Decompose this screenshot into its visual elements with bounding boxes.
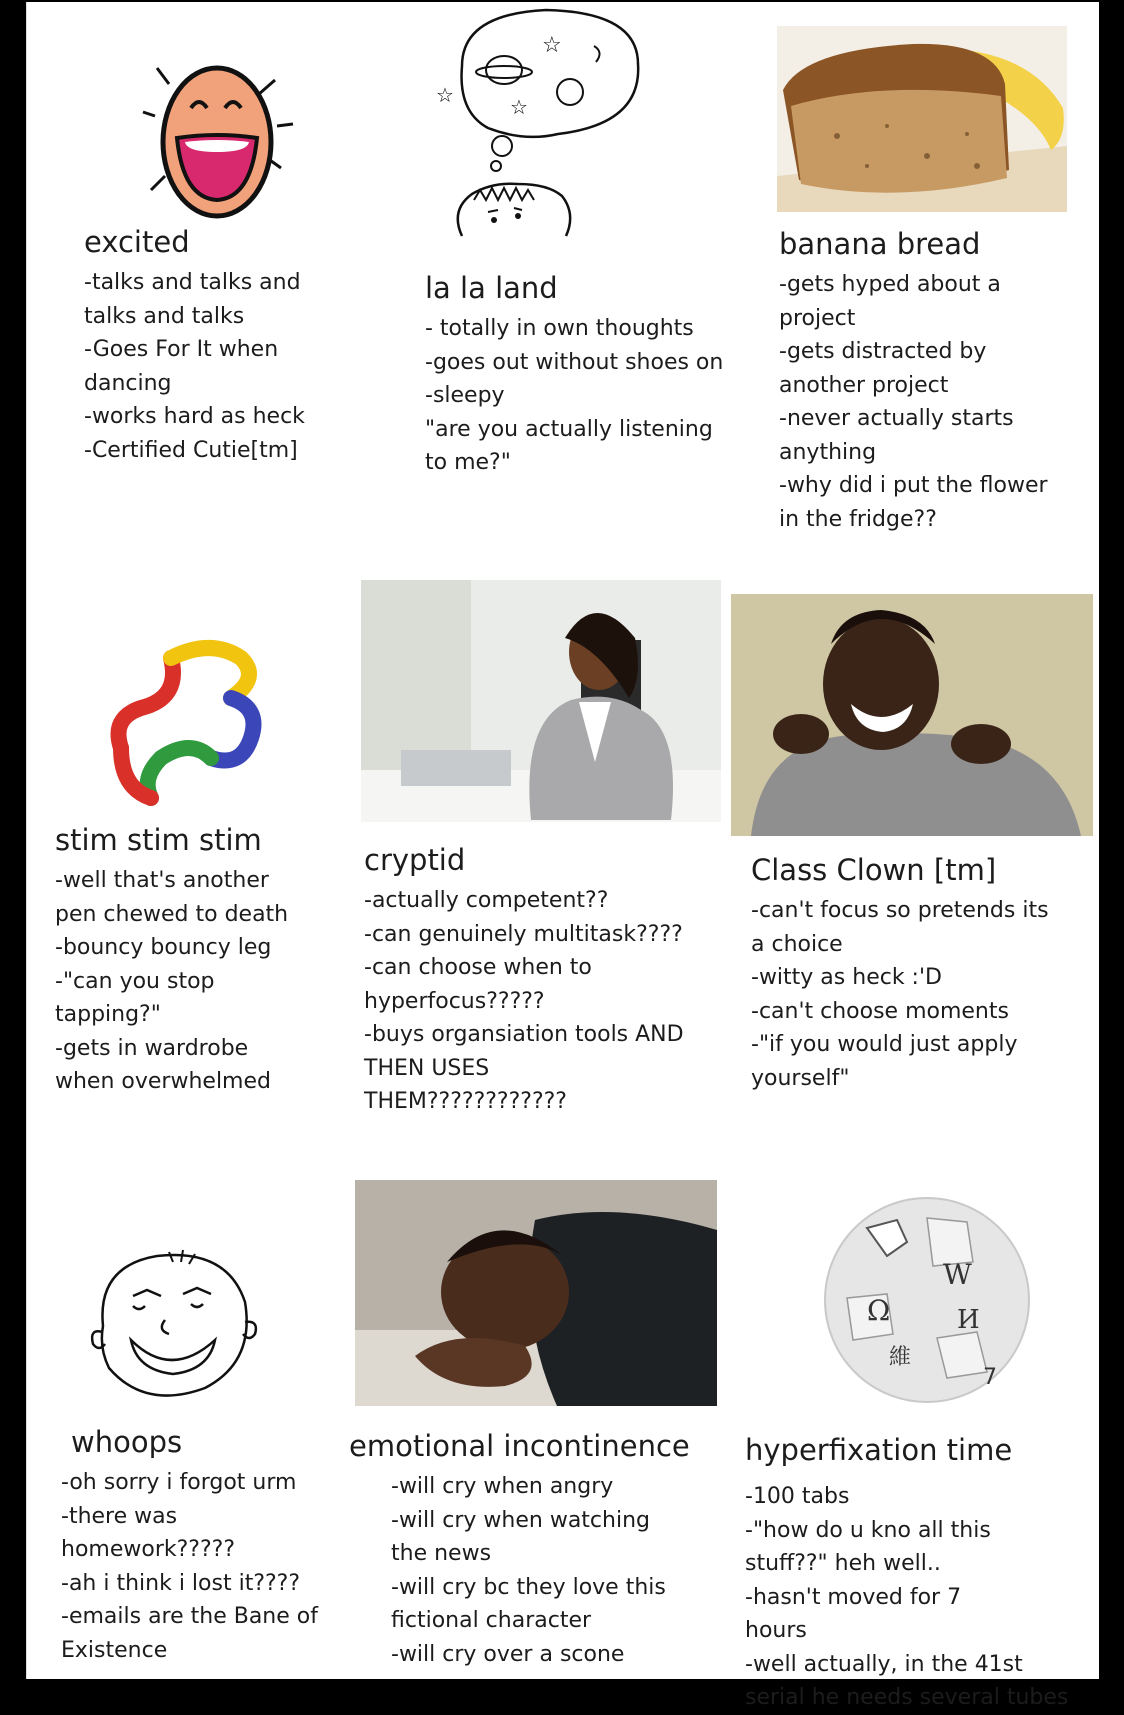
globe-letter: Ω xyxy=(867,1294,891,1327)
card-line: -100 tabs xyxy=(745,1484,850,1509)
card-title: la la land xyxy=(425,271,558,305)
card-line: project xyxy=(779,305,856,331)
card-line: -Certified Cutie[tm] xyxy=(84,437,298,463)
card-line: -buys organsiation tools AND xyxy=(364,1022,684,1047)
card-line: pen chewed to death xyxy=(55,901,289,927)
card-title: cryptid xyxy=(364,843,466,877)
card-line: -well actually, in the 41st xyxy=(745,1651,1023,1677)
card-stim xyxy=(55,822,325,1099)
meme-sheet xyxy=(26,2,1099,1710)
card-whoops xyxy=(61,1424,351,1667)
card-line: in the fridge?? xyxy=(779,506,937,532)
laughing-boy-photo xyxy=(731,594,1093,836)
card-title: excited xyxy=(84,225,190,259)
card-line: -goes out without shoes on xyxy=(425,349,724,375)
card-line: -can't choose moments xyxy=(751,998,1009,1024)
card-line: the news xyxy=(391,1541,492,1566)
card-line: -"can you stop xyxy=(55,968,215,994)
card-line: -Goes For It when xyxy=(84,337,279,362)
card-line: to me?" xyxy=(425,450,511,475)
card-line: THEM???????????? xyxy=(364,1089,567,1114)
wikipedia-globe-logo xyxy=(807,1188,1049,1408)
card-line: tapping?" xyxy=(55,1002,161,1027)
card-line: -there was xyxy=(61,1503,178,1529)
card-line: hours xyxy=(745,1618,807,1643)
office-woman-photo xyxy=(361,580,721,822)
sheepish-face-drawing xyxy=(73,1236,273,1406)
card-line: -talks and talks and xyxy=(84,270,301,295)
card-line: -ah i think i lost it???? xyxy=(61,1570,301,1596)
card-line: when overwhelmed xyxy=(55,1069,271,1094)
card-line: -will cry bc they love this xyxy=(391,1574,666,1600)
card-title: stim stim stim xyxy=(55,823,262,857)
card-line: stuff??" heh well.. xyxy=(745,1551,941,1576)
svg-text:☆: ☆ xyxy=(436,83,454,107)
card-line: -"if you would just apply xyxy=(751,1032,1018,1057)
card-line: -will cry when watching xyxy=(391,1507,650,1533)
daydream-drawing xyxy=(422,6,662,261)
card-line: -oh sorry i forgot urm xyxy=(61,1470,297,1495)
globe-letter: 維 xyxy=(889,1345,912,1370)
card-line: -why did i put the flower xyxy=(779,473,1048,498)
card-line: Existence xyxy=(61,1637,168,1663)
excited-face-drawing xyxy=(107,50,327,220)
card-la-la-land xyxy=(425,270,735,480)
card-line: -works hard as heck xyxy=(84,404,305,429)
card-hyperfixation xyxy=(745,1432,1085,1715)
card-line: -witty as heck :'D xyxy=(751,965,942,990)
card-line: -can genuinely multitask???? xyxy=(364,921,683,947)
card-excited xyxy=(84,224,344,467)
card-class-clown xyxy=(751,852,1091,1095)
globe-letter: W xyxy=(943,1258,972,1291)
card-line: -well that's another xyxy=(55,868,269,893)
card-title: whoops xyxy=(71,1425,183,1459)
card-line: "are you actually listening xyxy=(425,416,713,442)
card-line: -hasn't moved for 7 xyxy=(745,1584,962,1610)
card-emotional-incontinence xyxy=(349,1428,709,1671)
card-line: talks and talks xyxy=(84,303,245,329)
card-line: -will cry over a scone xyxy=(391,1641,625,1667)
globe-letter: 7 xyxy=(983,1365,997,1390)
card-title: emotional incontinence xyxy=(349,1429,690,1463)
card-line: anything xyxy=(779,439,877,465)
card-line: -bouncy bouncy leg xyxy=(55,935,272,960)
card-line: homework????? xyxy=(61,1537,235,1562)
card-line: -gets in wardrobe xyxy=(55,1035,249,1061)
card-line: -emails are the Bane of xyxy=(61,1604,318,1629)
card-line: -sleepy xyxy=(425,383,505,408)
svg-text:☆: ☆ xyxy=(542,33,562,58)
card-line: -can't focus so pretends its xyxy=(751,898,1049,923)
card-cryptid xyxy=(364,842,704,1119)
card-line: -gets distracted by xyxy=(779,339,987,364)
card-line: -"how do u kno all this xyxy=(745,1517,991,1543)
card-line: -can choose when to xyxy=(364,955,592,980)
card-line: serial he needs several tubes xyxy=(745,1685,1069,1710)
crying-man-photo xyxy=(355,1180,717,1406)
card-line: another project xyxy=(779,372,949,398)
card-line: fictional character xyxy=(391,1608,592,1633)
card-line: dancing xyxy=(84,370,172,396)
card-line: -will cry when angry xyxy=(391,1474,614,1499)
card-line: hyperfocus????? xyxy=(364,988,545,1014)
card-line: -gets hyped about a xyxy=(779,272,1001,297)
tangle-fidget-toy xyxy=(91,628,291,808)
card-banana-bread xyxy=(779,226,1089,536)
card-title: banana bread xyxy=(779,227,981,261)
svg-text:☆: ☆ xyxy=(510,95,528,119)
card-line: - totally in own thoughts xyxy=(425,316,694,341)
card-title: Class Clown [tm] xyxy=(751,853,997,887)
card-title: hyperfixation time xyxy=(745,1433,1013,1467)
globe-letter: И xyxy=(957,1305,980,1335)
card-line: yourself" xyxy=(751,1065,850,1091)
banana-bread-photo xyxy=(777,26,1067,212)
card-line: a choice xyxy=(751,931,843,957)
card-line: -never actually starts xyxy=(779,406,1014,431)
card-line: THEN USES xyxy=(364,1055,490,1081)
card-line: -actually competent?? xyxy=(364,888,609,913)
